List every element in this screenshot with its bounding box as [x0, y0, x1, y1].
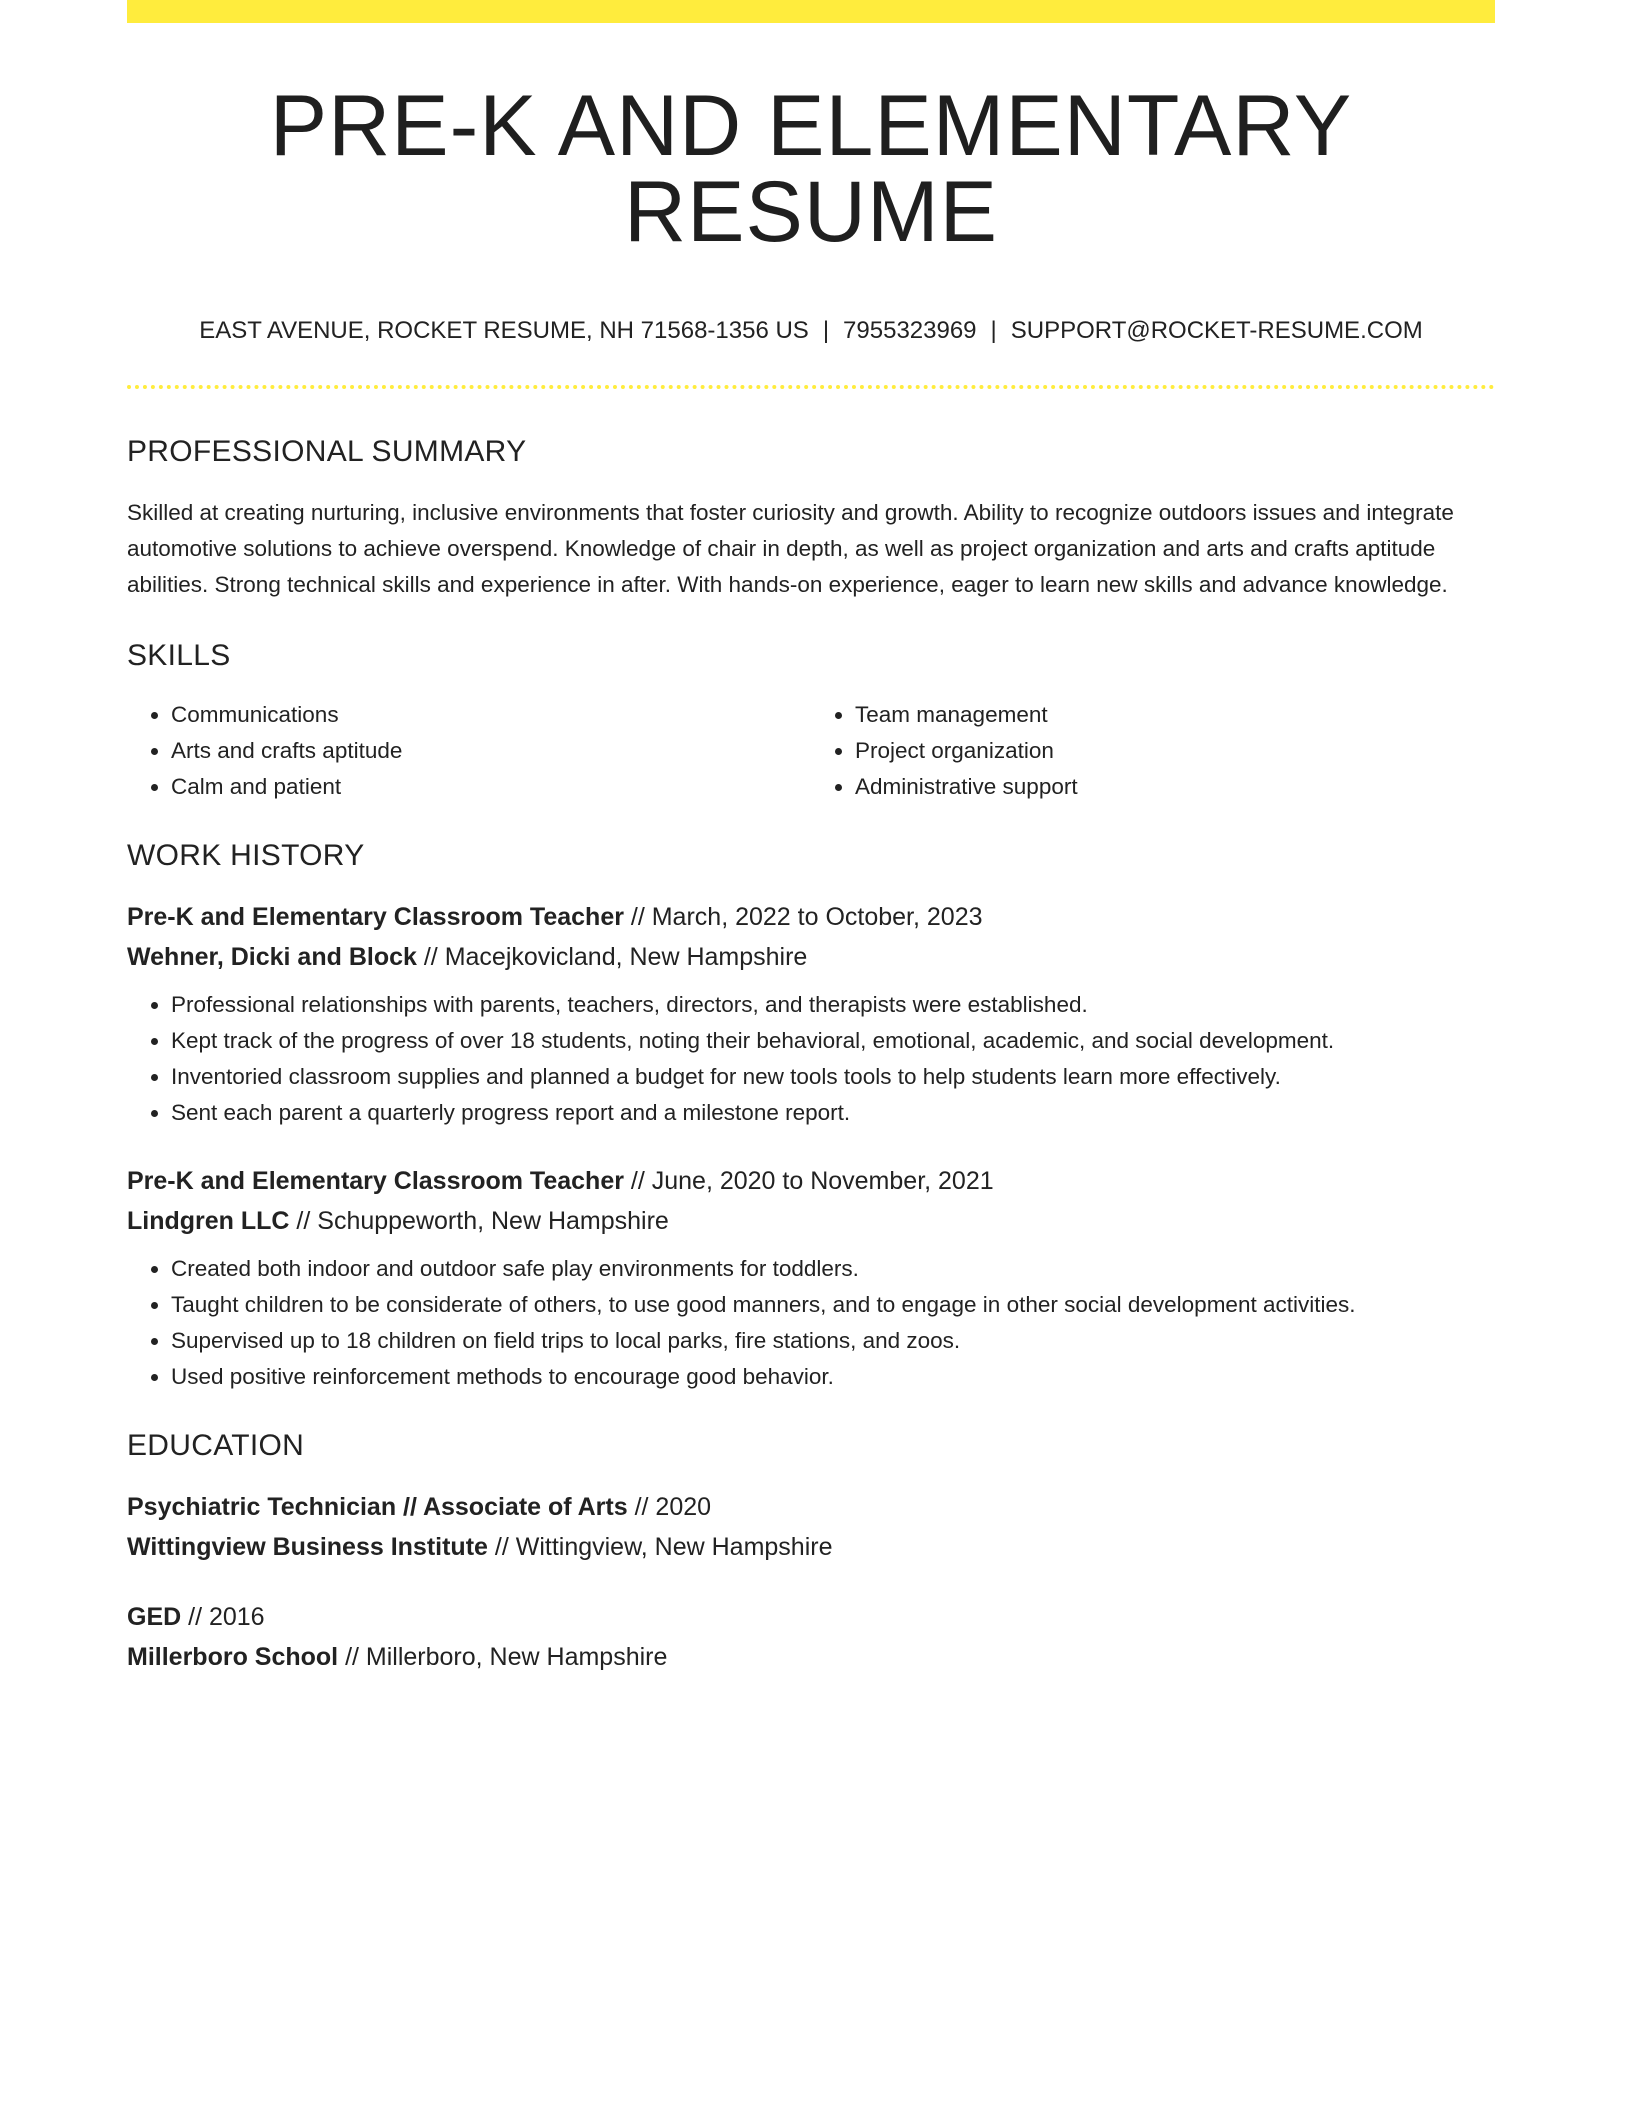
job-company-line [127, 1201, 1495, 1241]
job-entry [127, 1161, 1495, 1395]
education-degree: GED [127, 1603, 182, 1631]
summary-heading: PROFESSIONAL SUMMARY [127, 435, 527, 468]
contact-separator: | [822, 317, 830, 344]
skill-item: • Team management [855, 697, 1495, 733]
contact-phone: 7955323969 [843, 317, 977, 344]
summary-text: Skilled at creating nurturing, inclusive environments that foster curiosity and growth. Ability to recognize outdoors issues and integrate automotive solutions to achieve overspend. Knowledge of chair in depth, as well as project organization and arts and crafts aptitude abilities. Strong technical skills and experience in after. With hands-on experience, eager to learn new skills and advance knowledge. [127, 500, 1454, 597]
job-location: // Macejkovicland, New Hampshire [416, 943, 808, 971]
job-bullets [127, 1251, 1495, 1395]
contact-separator: | [990, 317, 997, 344]
education-location: // Millerboro, New Hampshire [338, 1643, 668, 1671]
skill-item: • Project organization [855, 733, 1495, 769]
skill-item: • Calm and patient [171, 769, 811, 805]
skills-list-right [811, 697, 1495, 805]
job-bullet: • Professional relationships with parents, teachers, directors, and therapists were established. [171, 987, 1495, 1023]
job-dates: // June, 2020 to November, 2021 [623, 1167, 994, 1195]
job-role: Pre-K and Elementary Classroom Teacher [127, 1167, 624, 1195]
education-school-line [127, 1637, 1495, 1677]
job-bullet: • Used positive reinforcement methods to encourage good behavior. [171, 1359, 1495, 1395]
job-company: Wehner, Dicki and Block [127, 943, 417, 971]
education-school-line [127, 1527, 1495, 1567]
job-location: // Schuppeworth, New Hampshire [289, 1207, 669, 1235]
header-divider [127, 385, 1495, 389]
job-company: Lindgren LLC [127, 1207, 290, 1235]
contact-email: SUPPORT@ROCKET-RESUME.COM [1010, 317, 1423, 344]
education-heading: EDUCATION [127, 1429, 305, 1462]
education-location: // Wittingview, New Hampshire [487, 1533, 833, 1561]
education-school: Millerboro School [127, 1643, 339, 1671]
job-title-line [127, 897, 1495, 937]
job-bullets [127, 987, 1495, 1131]
top-accent-bar [127, 0, 1495, 23]
skills-list-left [127, 697, 811, 805]
education-year: // 2020 [627, 1493, 712, 1521]
job-bullet: • Supervised up to 18 children on field trips to local parks, fire stations, and zoos. [171, 1323, 1495, 1359]
job-title-line [127, 1161, 1495, 1201]
education-school: Wittingview Business Institute [127, 1533, 488, 1561]
education-degree: Psychiatric Technician // Associate of Arts [127, 1493, 628, 1521]
job-entry [127, 897, 1495, 1131]
contact-line [127, 319, 1495, 343]
job-bullet: • Created both indoor and outdoor safe play environments for toddlers. [171, 1251, 1495, 1287]
work-history-heading: WORK HISTORY [127, 839, 365, 872]
skills-columns [127, 697, 1495, 805]
job-company-line [127, 937, 1495, 977]
job-bullet: • Kept track of the progress of over 18 students, noting their behavioral, emotional, academic, and social development. [171, 1023, 1495, 1059]
job-bullet: • Sent each parent a quarterly progress report and a milestone report. [171, 1095, 1495, 1131]
job-role: Pre-K and Elementary Classroom Teacher [127, 903, 624, 931]
education-degree-line [127, 1487, 1495, 1527]
job-bullet: • Taught children to be considerate of others, to use good manners, and to engage in other social development activities. [171, 1287, 1495, 1323]
skill-item: • Arts and crafts aptitude [171, 733, 811, 769]
skills-heading: SKILLS [127, 639, 231, 672]
contact-address: EAST AVENUE, ROCKET RESUME, NH 71568-1356 US [199, 317, 809, 344]
skill-item: • Communications [171, 697, 811, 733]
job-dates: // March, 2022 to October, 2023 [623, 903, 983, 931]
resume-title: PRE-K AND ELEMENTARY RESUME [269, 78, 1353, 260]
education-year: // 2016 [181, 1603, 265, 1631]
skill-item: • Administrative support [855, 769, 1495, 805]
resume-page [127, 0, 1495, 1677]
job-bullet: • Inventoried classroom supplies and planned a budget for new tools tools to help students learn more effectively. [171, 1059, 1495, 1095]
education-entry [127, 1597, 1495, 1677]
education-degree-line [127, 1597, 1495, 1637]
education-entry [127, 1487, 1495, 1567]
